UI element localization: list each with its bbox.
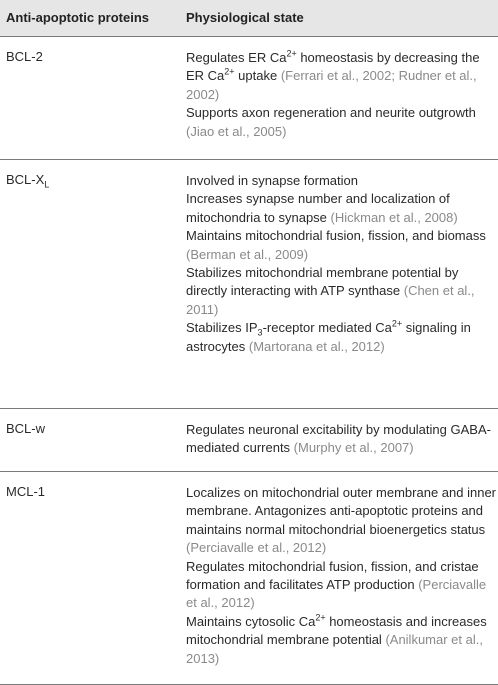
citation: (Anilkumar et al., 2013) xyxy=(186,632,483,666)
table-header xyxy=(0,0,498,36)
state-entry: Maintains cytosolic $Ca^{2+}$ homeostasis and increases mitochondrial membrane potential (Anilkumar et al., 2013) xyxy=(186,612,487,666)
citation: (Hickman et al., 2008) xyxy=(330,209,458,225)
protein-name: MCL-1 xyxy=(6,484,46,499)
citation: (Berman et al., 2009) xyxy=(186,246,309,262)
physiological-state xyxy=(186,172,496,356)
table-row xyxy=(0,408,498,471)
state-entry: Increases synapse number and localization of mitochondria to synapse (Hickman et al., 2008) xyxy=(186,191,458,225)
protein-name: BCL-$X_L$ xyxy=(6,172,50,190)
citation: (Martorana et al., 2012) xyxy=(248,338,385,354)
state-entry: Maintains mitochondrial fusion, fission, and biomass (Berman et al., 2009) xyxy=(186,228,486,262)
citation: (Jiao et al., 2005) xyxy=(186,123,287,139)
state-entry: Regulates ER $Ca^{2+}$ homeostasis by decreasing the ER $Ca^{2+}$ uptake (Ferrari et al., 2002; Rudner et al., 2002) xyxy=(186,48,480,102)
table-row xyxy=(0,159,498,408)
state-entry: Regulates mitochondrial fusion, fission, and cristae formation and facilitates ATP production (Perciavalle et al., 2012) xyxy=(186,558,487,611)
state-entry: Involved in synapse formation xyxy=(186,173,358,188)
protein-name: BCL-2 xyxy=(6,49,43,64)
state-entry: Stabilizes mitochondrial membrane potential by directly interacting with ATP synthase (Chen et al., 2011) xyxy=(186,265,475,317)
citation: (Ferrari et al., 2002; Rudner et al., 2002) xyxy=(186,68,477,102)
state-entry: Regulates neuronal excitability by modulating GABA-mediated currents (Murphy et al., 2007) xyxy=(186,422,491,456)
citation: (Chen et al., 2011) xyxy=(186,283,475,317)
citation: (Murphy et al., 2007) xyxy=(293,440,414,456)
physiological-state xyxy=(186,484,496,668)
state-entry: Localizes on mitochondrial outer membrane and inner membrane. Antagonizes anti-apoptotic proteins and maintains normal mitochondrial bioenergetics status (Perciavalle et al., 2012) xyxy=(186,485,497,556)
table-row xyxy=(0,471,498,685)
citation: (Perciavalle et al., 2012) xyxy=(186,540,327,556)
state-entry: Supports axon regeneration and neurite outgrowth (Jiao et al., 2005) xyxy=(186,105,476,139)
citation: (Perciavalle et al., 2012) xyxy=(186,577,487,611)
physiological-state xyxy=(186,421,496,458)
header-state: Physiological state xyxy=(186,10,304,25)
table-row xyxy=(0,36,498,159)
header-proteins: Anti-apoptotic proteins xyxy=(6,10,149,25)
physiological-state xyxy=(186,49,496,141)
protein-name: BCL-w xyxy=(6,421,46,436)
state-entry: Stabilizes $IP_3$-receptor mediated $Ca^{2+}$ signaling in astrocytes (Martorana et al., 2012) xyxy=(186,318,471,354)
